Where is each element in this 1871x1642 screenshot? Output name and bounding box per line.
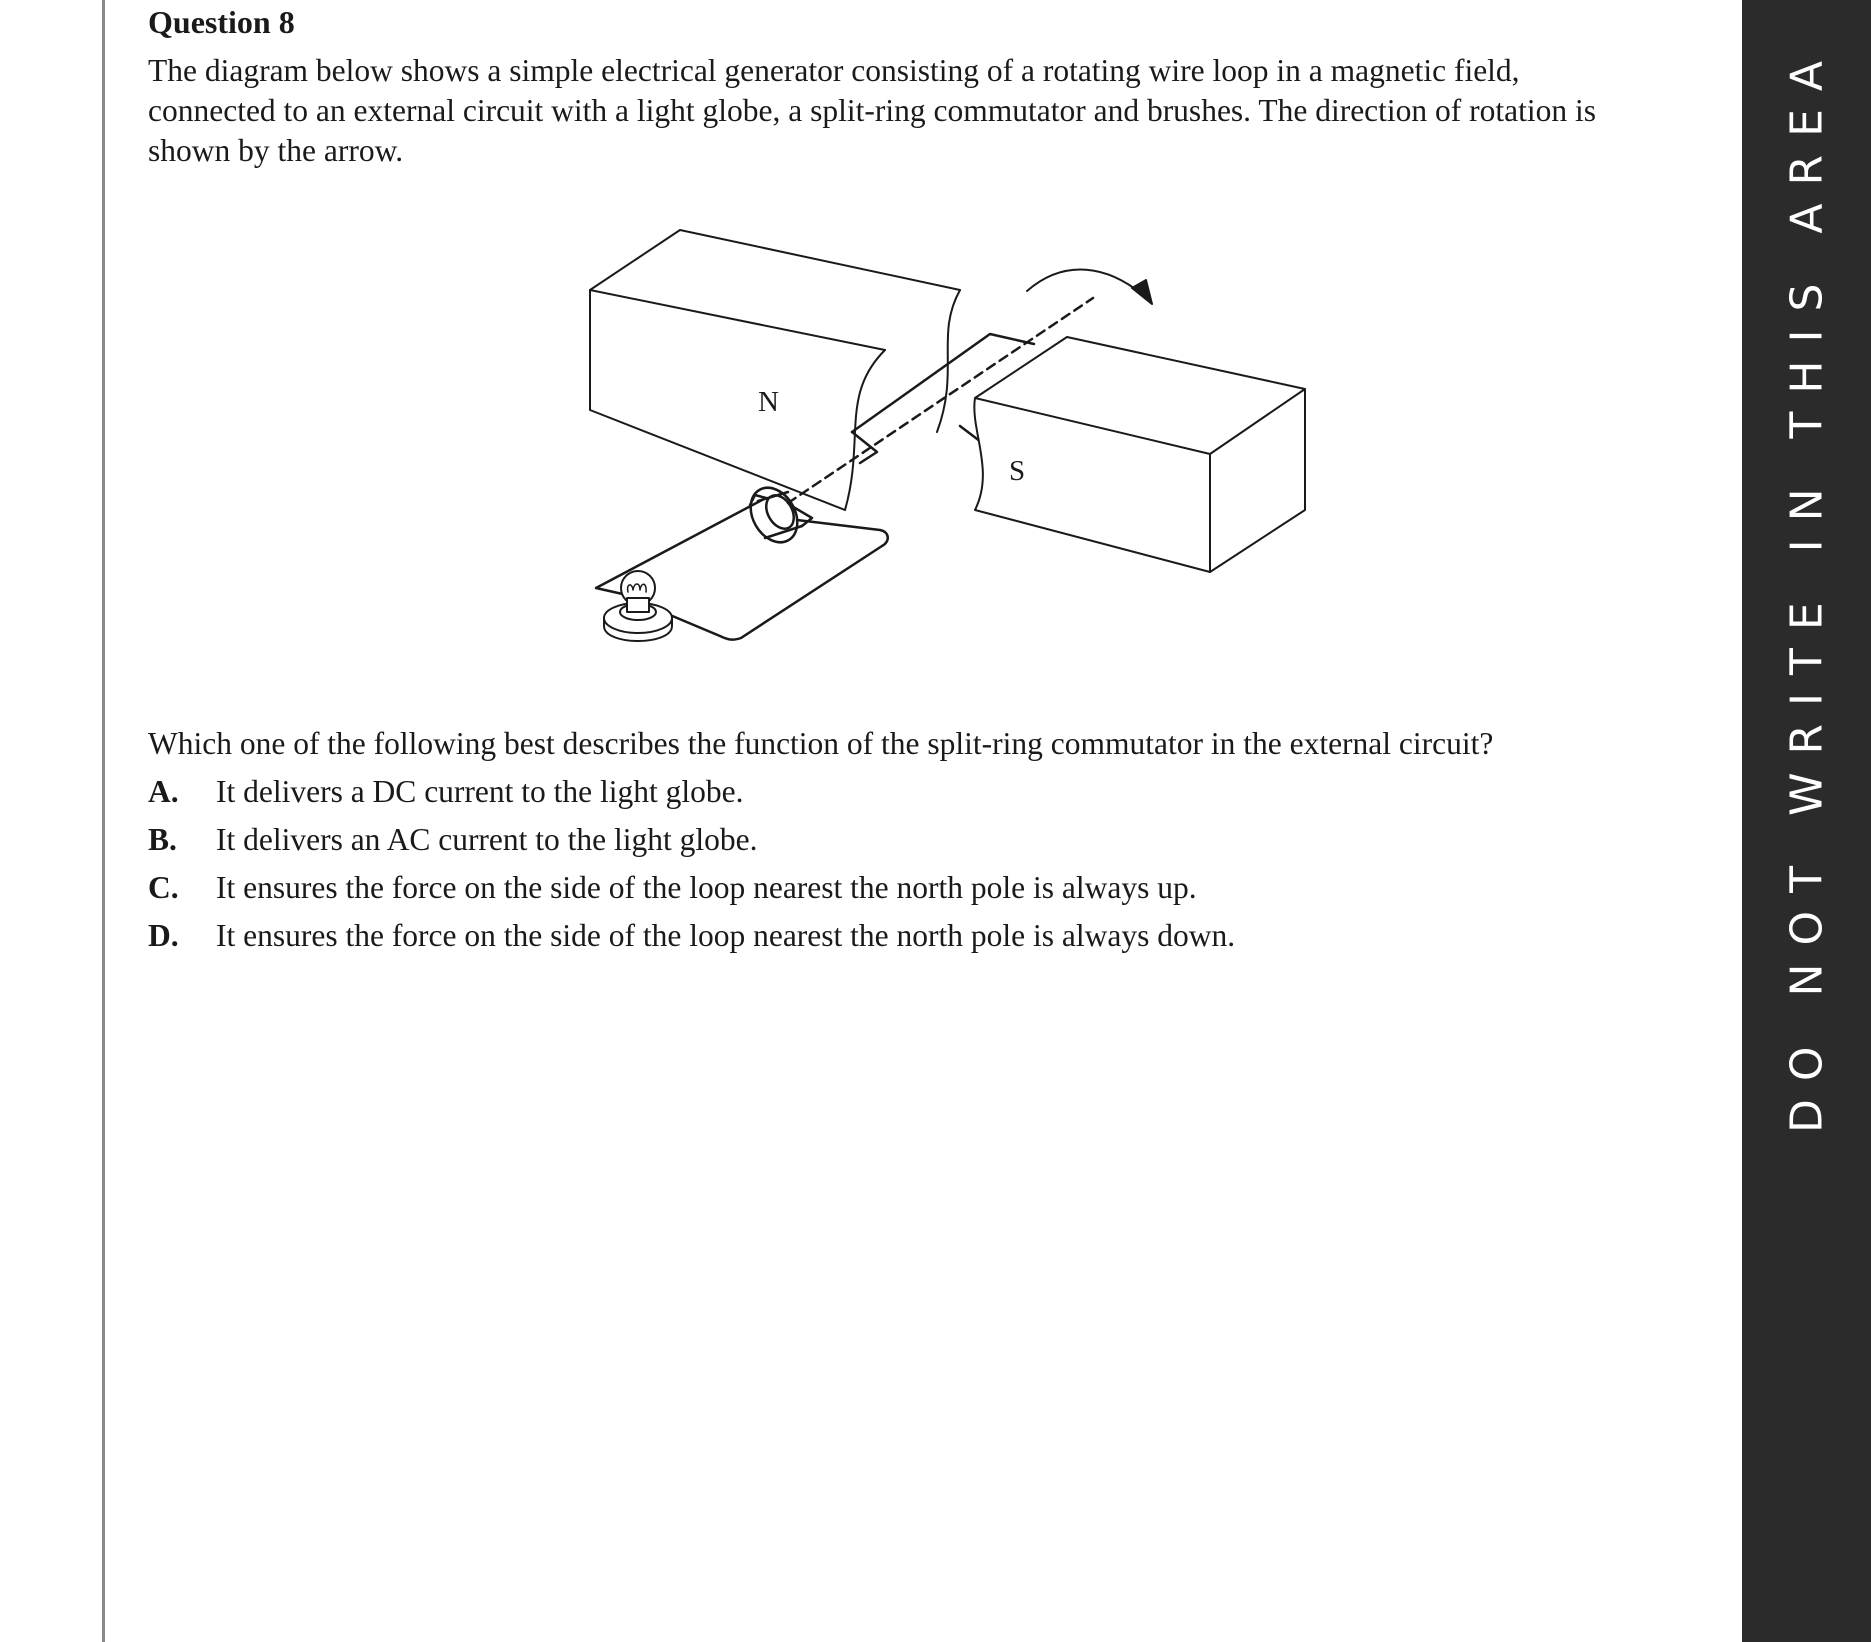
split-ring-commutator bbox=[741, 479, 812, 550]
intro-line: shown by the arrow. bbox=[148, 133, 404, 168]
light-globe-icon bbox=[604, 571, 672, 641]
question-intro bbox=[148, 51, 1678, 171]
margin-notice: DO NOT WRITE IN THIS AREA bbox=[1781, 43, 1832, 1133]
intro-line: connected to an external circuit with a light globe, a split-ring commutator and brushes. The direction of rotation is bbox=[148, 93, 1597, 128]
question-prompt: Which one of the following best describes the function of the split-ring commutator in the external circuit? bbox=[148, 726, 1494, 761]
south-pole-label: S bbox=[1009, 455, 1026, 487]
option-text: It delivers an AC current to the light globe. bbox=[216, 822, 758, 857]
left-margin-rule bbox=[102, 0, 105, 1642]
option-text: It ensures the force on the side of the loop nearest the north pole is always up. bbox=[216, 870, 1197, 905]
intro-line: The diagram below shows a simple electrical generator consisting of a rotating wire loop in a magnetic field, bbox=[148, 53, 1520, 88]
option-text: It delivers a DC current to the light globe. bbox=[216, 774, 744, 809]
margin-strip bbox=[1742, 0, 1871, 1642]
question-title: Question 8 bbox=[148, 4, 295, 40]
option-letter: A. bbox=[148, 774, 179, 809]
north-pole-label: N bbox=[758, 386, 779, 418]
option-letter: B. bbox=[148, 822, 177, 857]
option-letter: D. bbox=[148, 918, 179, 953]
rotation-arrow bbox=[1027, 270, 1143, 295]
option-letter: C. bbox=[148, 870, 179, 905]
generator-diagram bbox=[540, 220, 1320, 660]
north-magnet bbox=[590, 230, 960, 510]
option-text: It ensures the force on the side of the loop nearest the north pole is always down. bbox=[216, 918, 1236, 953]
